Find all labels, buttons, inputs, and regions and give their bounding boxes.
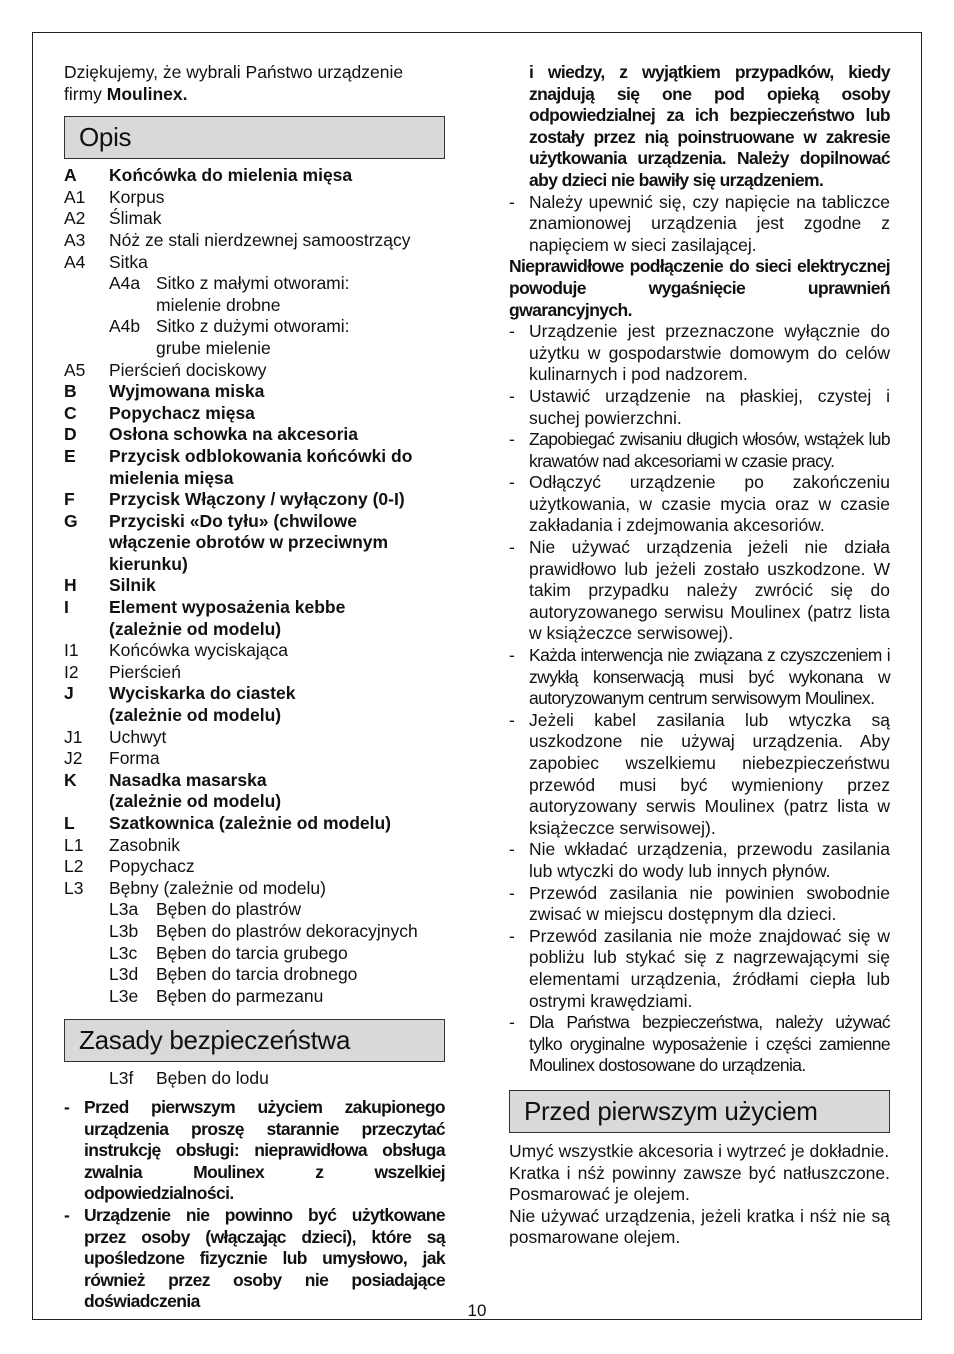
right-column: [509, 62, 890, 1249]
list-item: L3 Bębny (zależnie od modelu): [64, 877, 326, 898]
list-item: K Nasadka masarska (zależnie od modelu): [64, 769, 282, 812]
warning-text: Nieprawidłowe podłączenie do sieci elektrycznej powoduje wygaśnięcie uprawnień gwarancyjnych.: [509, 256, 890, 320]
list-subitem: L3a Bęben do plastrów: [109, 899, 301, 920]
list-item: B Wyjmowana miska: [64, 381, 265, 402]
safety-item: - Urządzenie jest przeznaczone wyłącznie do użytku w gospodarstwie domowym do celów kulinarnych i pod nadzorem.: [509, 321, 890, 385]
section-heading-opis: Opis: [64, 116, 445, 159]
list-subitem: L3d Bęben do tarcia drobnego: [109, 964, 358, 985]
safety-item: - Przed pierwszym użyciem zakupionego urządzenia proszę starannie przeczytać instrukcję obsługi: nieprawidłowa obsługa zwalnia Moulinex z wszelkiej odpowiedzialności.: [64, 1096, 445, 1204]
list-item: A3 Nóż ze stali nierdzewnej samoostrzący: [64, 229, 411, 250]
safety-item: - Jeżeli kabel zasilania lub wtyczka są uszkodzone nie używaj urządzenia. Aby zapobiec wszelkiemu niebezpieczeństwu przewód musi być wymieniony przez autoryzowany serwis Moulinex (patrz lista w książeczce serwisowej).: [509, 709, 890, 838]
list-item: L Szatkownica (zależnie od modelu): [64, 813, 391, 833]
first-use-text: Nie używać urządzenia, jeżeli kratka i nśż nie są posmarowane olejem.: [509, 1205, 890, 1248]
parts-list: [64, 165, 445, 1007]
safety-item: - Przewód zasilania nie może znajdować się w pobliżu lub stykać się z nagrzewającymi się elementami urządzenia, źródłami ciepła lub ostrymi krawędziami.: [509, 925, 890, 1011]
list-item: A4 Sitka: [64, 251, 148, 272]
section-heading-zasady: Zasady bezpieczeństwa: [64, 1019, 445, 1062]
list-item: J2 Forma: [64, 748, 160, 769]
list-item: A2 Ślimak: [64, 208, 162, 229]
list-subitem: A4b Sitko z dużymi otworami: grube mielenie: [109, 316, 350, 358]
list-subitem: A4a Sitko z małymi otworami: mielenie drobne: [109, 273, 350, 315]
list-item: D Osłona schowka na akcesoria: [64, 424, 359, 445]
list-item: J1 Uchwyt: [64, 726, 167, 747]
list-item: A Końcówka do mielenia mięsa: [64, 165, 353, 186]
safety-item: - Nie wkładać urządzenia, przewodu zasilania lub wtyczki do wody lub innych płynów.: [509, 839, 890, 881]
list-item: I1 Końcówka wyciskająca: [64, 640, 288, 661]
list-item: L2 Popychacz: [64, 856, 195, 877]
list-subitem: L3e Bęben do parmezanu: [109, 985, 324, 1006]
first-use-text: Umyć wszystkie akcesoria i wytrzeć je dokładnie.: [509, 1140, 890, 1161]
list-subitem: L3f Bęben do lodu: [109, 1068, 269, 1089]
safety-item: - Przewód zasilania nie powinien swobodnie zwisać w miejscu dostępnym dla dzieci.: [509, 882, 890, 925]
list-item: J Wyciskarka do ciastek (zależnie od modelu): [64, 683, 296, 726]
list-item: A5 Pierścień dociskowy: [64, 359, 267, 380]
list-item: L1 Zasobnik: [64, 834, 181, 855]
safety-item: - Nie używać urządzenia jeżeli nie działa prawidłowo lub jeżeli zostało uszkodzone. W takim przypadku należy zwrócić się do autoryzowanego serwisu Moulinex (patrz lista w książeczce serwisowej).: [509, 537, 890, 644]
page-number: 10: [467, 1301, 487, 1320]
safety-item: - Urządzenie nie powinno być użytkowane przez osoby (włączając dzieci), które są upośledzone fizycznie lub umysłowo, jak również przez osoby nie posiadające doświadczenia: [64, 1204, 445, 1312]
safety-continuation: i wiedzy, z wyjątkiem przypadków, kiedy znajdują się one pod opieką osoby odpowiedzialnej za ich bezpieczeństwo lub zostały przez nią poinstruowane w zakresie użytkowania urządzenia. Należy dopilnować aby dzieci nie bawiły się urządzeniem.: [529, 62, 890, 190]
safety-item: - Należy upewnić się, czy napięcie na tabliczce znamionowej urządzenia jest zgodne z napięciem w sieci zasilającej.: [509, 191, 890, 255]
intro-text: Dziękujemy, że wybrali Państwo urządzenie firmy Moulinex.: [64, 62, 404, 104]
first-use-text: Kratka i nśż powinny zawsze być natłuszczone. Posmarować je olejem.: [509, 1162, 890, 1205]
safety-item: - Ustawić urządzenie na płaskiej, czystej i suchej powierzchni.: [509, 385, 890, 428]
list-item: E Przycisk odblokowania końcówki do mielenia mięsa: [64, 445, 413, 488]
list-item: F Przycisk Włączony / wyłączony (0-I): [64, 489, 405, 510]
list-subitem: L3c Bęben do tarcia grubego: [109, 942, 348, 963]
left-column: [64, 62, 445, 1313]
safety-item: - Odłączyć urządzenie po zakończeniu użytkowania, w czasie mycia oraz w czasie zakładania i zdejmowania akcesoriów.: [509, 472, 890, 536]
safety-item: - Dla Państwa bezpieczeństwa, należy używać tylko oryginalne wyposażenie i części zamienne Moulinex dostosowane do urządzenia.: [509, 1012, 890, 1076]
list-item: C Popychacz mięsa: [64, 402, 255, 423]
safety-item: - Każda interwencja nie związana z czyszczeniem i zwykłą konserwacją musi być wykonana w autoryzowanym centrum serwisowym Moulinex.: [509, 645, 890, 709]
section-heading-przed: Przed pierwszym użyciem: [509, 1090, 890, 1133]
list-item: A1 Korpus: [64, 186, 165, 207]
list-item: I2 Pierścień: [64, 661, 181, 682]
safety-item: - Zapobiegać zwisaniu długich włosów, wstążek lub krawatów nad akcesoriami w czasie pracy.: [509, 429, 890, 471]
list-item: I Element wyposażenia kebbe (zależnie od modelu): [64, 597, 346, 639]
list-subitem: L3b Bęben do plastrów dekoracyjnych: [109, 920, 418, 941]
list-item: H Silnik: [64, 575, 156, 596]
list-item: G Przyciski «Do tyłu» (chwilowe włączenie obrotów w przeciwnym kierunku): [64, 510, 389, 574]
